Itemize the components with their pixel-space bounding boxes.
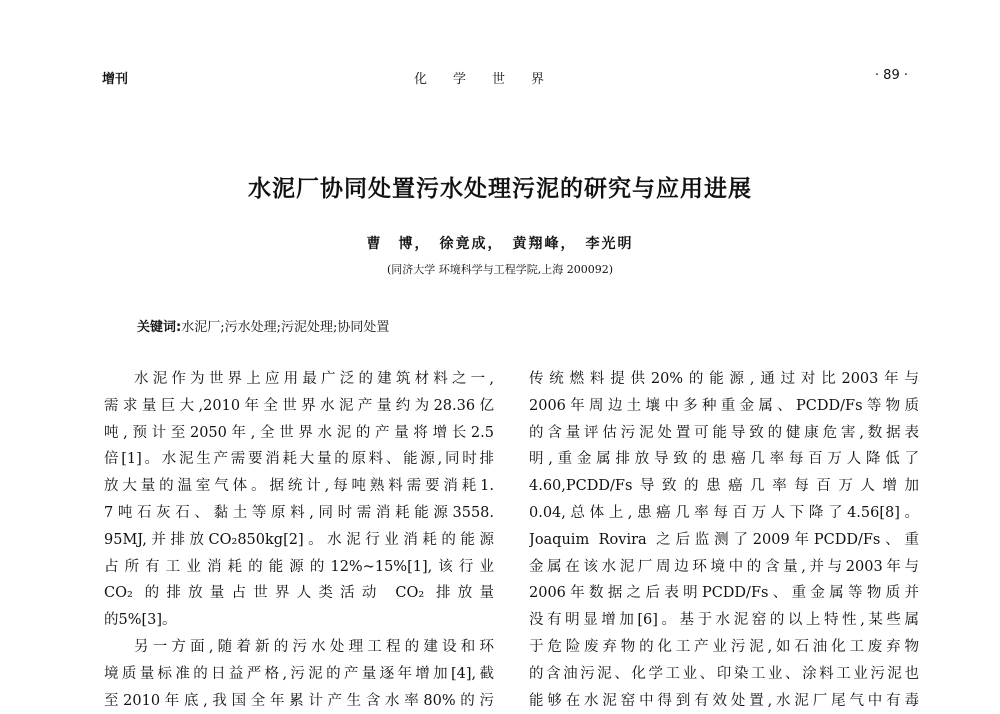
- journal-name: 化学世界: [414, 72, 571, 87]
- text-line: Joaquim Rovira 之后监测了2009年PCDD/Fs、重: [529, 531, 919, 548]
- text-line: 水泥作为世界上应用最广泛的建筑材料之一,: [134, 371, 494, 387]
- text-line: 的含油污泥、化学工业、印染工业、涂料工业污泥也: [529, 665, 919, 682]
- text-line: 的5%[3]。: [104, 612, 177, 629]
- text-line: 放大量的温室气体。据统计,每吨熟料需要消耗1.: [104, 478, 494, 495]
- body-column-left: [104, 366, 494, 714]
- text-line: 境质量标准的日益严格,污泥的产量逐年增加[4],截: [104, 665, 494, 682]
- text-line: 2006年数据之后表明PCDD/Fs、重金属等物质并: [529, 585, 919, 602]
- text-line: 至2010年底,我国全年累计产生含水率80%的污: [104, 692, 494, 709]
- text-line: 明,重金属排放导致的患癌几率每百万人降低了: [529, 451, 919, 468]
- article-title: 水泥厂协同处置污水处理污泥的研究与应用进展: [248, 176, 752, 202]
- keywords-list: 水泥厂;污水处理;污泥处理;协同处置: [181, 320, 390, 335]
- text-line: 需求量巨大,2010年全世界水泥产量约为28.36亿: [104, 397, 494, 414]
- body-column-right: [529, 366, 919, 714]
- text-line: 吨,预计至2050年,全世界水泥的产量将增长2.5: [104, 424, 494, 441]
- running-head: [102, 68, 908, 88]
- text-line: 倍[1]。水泥生产需要消耗大量的原料、能源,同时排: [104, 451, 494, 468]
- text-line: 占所有工业消耗的能源的12%~15%[1],该行业: [104, 558, 494, 575]
- text-line: 的含量评估污泥处置可能导致的健康危害,数据表: [529, 424, 919, 441]
- text-line: 另一方面,随着新的污水处理工程的建设和环: [134, 638, 494, 655]
- text-line: 金属在该水泥厂周边环境中的含量,并与2003年与: [529, 558, 919, 575]
- text-line: 2006年周边土壤中多种重金属、PCDD/Fs等物质: [529, 397, 919, 414]
- page-number: · 89 ·: [874, 68, 908, 83]
- text-line: 4.60,PCDD/Fs导致的患癌几率每百万人增加: [529, 478, 919, 495]
- supplement-label: 增刊: [102, 72, 129, 87]
- text-line: 95MJ,并排放CO₂850kg[2]。水泥行业消耗的能源: [104, 531, 494, 548]
- text-line: 没有明显增加[6]。基于水泥窑的以上特性,某些属: [529, 612, 919, 629]
- text-line: 传统燃料提供20%的能源,通过对比2003年与: [529, 371, 919, 387]
- text-line: 于危险废弃物的化工产业污泥,如石油化工废弃物: [529, 638, 919, 655]
- keywords-label: 关键词:: [137, 320, 182, 335]
- text-line: 7吨石灰石、黏土等原料,同时需消耗能源3558.: [104, 504, 494, 521]
- keywords: [137, 316, 389, 335]
- article-authors: 曹 博， 徐竟成， 黄翔峰， 李光明: [366, 236, 634, 252]
- text-line: 0.04,总体上,患癌几率每百万人下降了4.56[8]。: [529, 504, 919, 521]
- author-affiliation: (同济大学 环境科学与工程学院,上海 200092): [386, 263, 614, 276]
- text-line: CO₂ 的排放量占世界人类活动 CO₂ 排放量: [104, 585, 494, 602]
- text-line: 能够在水泥窑中得到有效处置,水泥厂尾气中有毒: [529, 692, 919, 709]
